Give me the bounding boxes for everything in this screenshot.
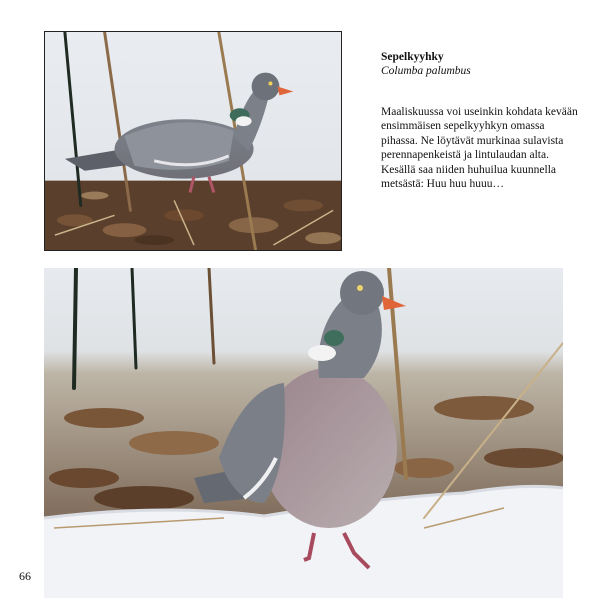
- species-description: Maaliskuussa voi useinkin kohdata kevään ensimmäisen sepelkyyhkyn omassa pihassa. Ne löytävät murkinaa sulavista perennapenkeistä ja lintulaudan alta. Kesällä saa niiden huhuilua kuunnella metsästä: Huu huu huuu…: [381, 106, 578, 191]
- species-latin-name: Columba palumbus: [381, 65, 471, 77]
- species-caption: [381, 50, 581, 78]
- species-title: Sepelkyyhky: [381, 51, 444, 63]
- photo-pigeon-side: [44, 31, 342, 251]
- page-number: 66: [19, 569, 31, 583]
- photo-pigeon-side-image: [45, 32, 341, 250]
- photo-pigeon-front-image: [44, 268, 563, 598]
- photo-pigeon-front: [44, 268, 563, 598]
